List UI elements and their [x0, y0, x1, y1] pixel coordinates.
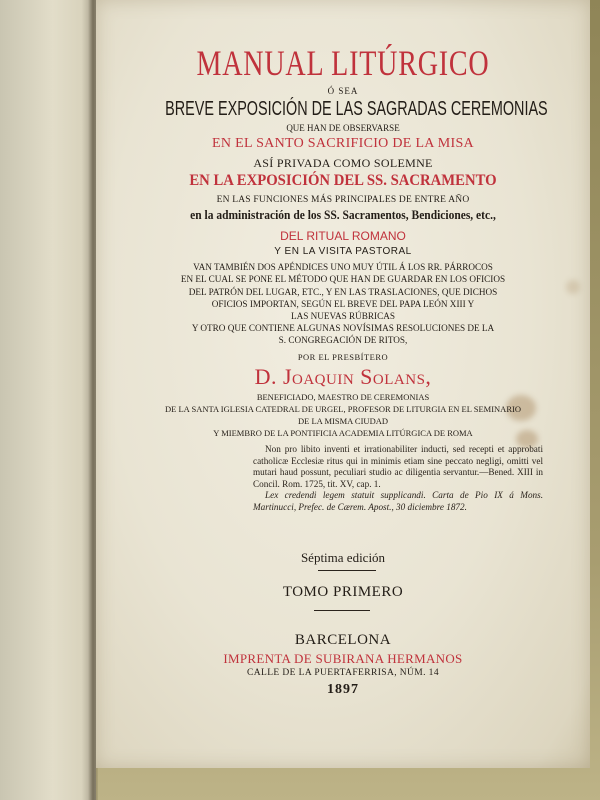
quote-text: Non pro libito inventi et irrationabiliter inducti, sed recepti et approbati catholicæ Ecclesiæ ritus qui in minimis etiam sine peccato negligi, omitti vel mutari haud possunt, peculiari studio ac diligentia servantur.—Bened. XIII in Concil. Rom. 1725, tit. XV, cap. 1. — [253, 444, 543, 489]
ritual-romano-text: DEL RITUAL ROMANO — [280, 229, 406, 243]
administracion-text: en la administración de los SS. Sacramentos, Bendiciones, etc., — [190, 208, 496, 222]
por-el-text: POR EL PRESBÍTERO — [297, 352, 389, 362]
visita-pastoral-text: Y EN LA VISITA PASTORAL — [274, 246, 412, 257]
apendice-line: EN EL CUAL SE PONE EL MÉTODO QUE HAN DE GUARDAR EN LOS OFICIOS — [180, 274, 506, 284]
apendice-line: VAN TAMBIÉN DOS APÉNDICES UNO MUY ÚTIL Á LOS RR. PÁRROCOS — [193, 262, 493, 272]
address-text: CALLE DE LA PUERTAFERRISA, NÚM. 14 — [247, 668, 439, 678]
divider-rule — [318, 570, 376, 571]
left-page-edge — [0, 0, 96, 800]
author-name: D. Joaquin Solans, — [254, 364, 432, 389]
funciones-text: EN LAS FUNCIONES MÁS PRINCIPALES DE ENTRE AÑO — [216, 195, 470, 205]
credential-line: Y MIEMBRO DE LA PONTIFICIA ACADEMIA LITÚRGICA DE ROMA — [213, 428, 473, 438]
o-sea-text: Ó SEA — [327, 86, 359, 96]
volume-text: TOMO PRIMERO — [282, 584, 404, 600]
edition-text: Séptima edición — [300, 550, 386, 565]
apendice-line: S. CONGREGACIÓN DE RITOS, — [278, 335, 408, 345]
santo-sacrificio-text: EN EL SANTO SACRIFICIO DE LA MISA — [212, 136, 474, 151]
title-page — [96, 0, 590, 768]
apendice-line: Y OTRO QUE CONTIENE ALGUNAS NOVÍSIMAS RESOLUCIONES DE LA — [191, 323, 495, 333]
exposicion-text: EN LA EXPOSICIÓN DEL SS. SACRAMENTO — [189, 172, 497, 189]
apendice-line: LAS NUEVAS RÚBRICAS — [291, 311, 395, 321]
year-text: 1897 — [327, 682, 359, 697]
apendice-line: DEL PATRÓN DEL LUGAR, ETC., Y EN LAS TRASLACIONES, QUE DICHOS — [188, 287, 498, 297]
printer-text: IMPRENTA DE SUBIRANA HERMANOS — [223, 651, 463, 666]
credential-line: DE LA SANTA IGLESIA CATEDRAL DE URGEL, PROFESOR DE LITURGIA EN EL SEMINARIO — [165, 404, 521, 414]
que-han-text: QUE HAN DE OBSERVARSE — [286, 123, 400, 133]
book-title: MANUAL LITÚRGICO — [196, 43, 490, 83]
asi-privada-text: ASÍ PRIVADA COMO SOLEMNE — [253, 156, 433, 170]
book-subtitle: BREVE EXPOSICIÓN DE LAS SAGRADAS CEREMONIAS — [165, 98, 548, 120]
credential-line: BENEFICIADO, MAESTRO DE CEREMONIAS — [256, 392, 430, 402]
apendice-line: OFICIOS IMPORTAN, SEGÚN EL BREVE DEL PAPA LEÓN XIII Y — [211, 299, 475, 309]
city-text: BARCELONA — [294, 632, 392, 648]
quote-text: Lex credendi legem statuit supplicandi. Carta de Pio IX á Mons. Martinucci, Prefec. de Cærem. Apost., 30 diciembre 1872. — [253, 490, 543, 512]
divider-rule — [314, 610, 370, 611]
credential-line: DE LA MISMA CIUDAD — [298, 416, 388, 426]
latin-quotation — [253, 444, 543, 514]
